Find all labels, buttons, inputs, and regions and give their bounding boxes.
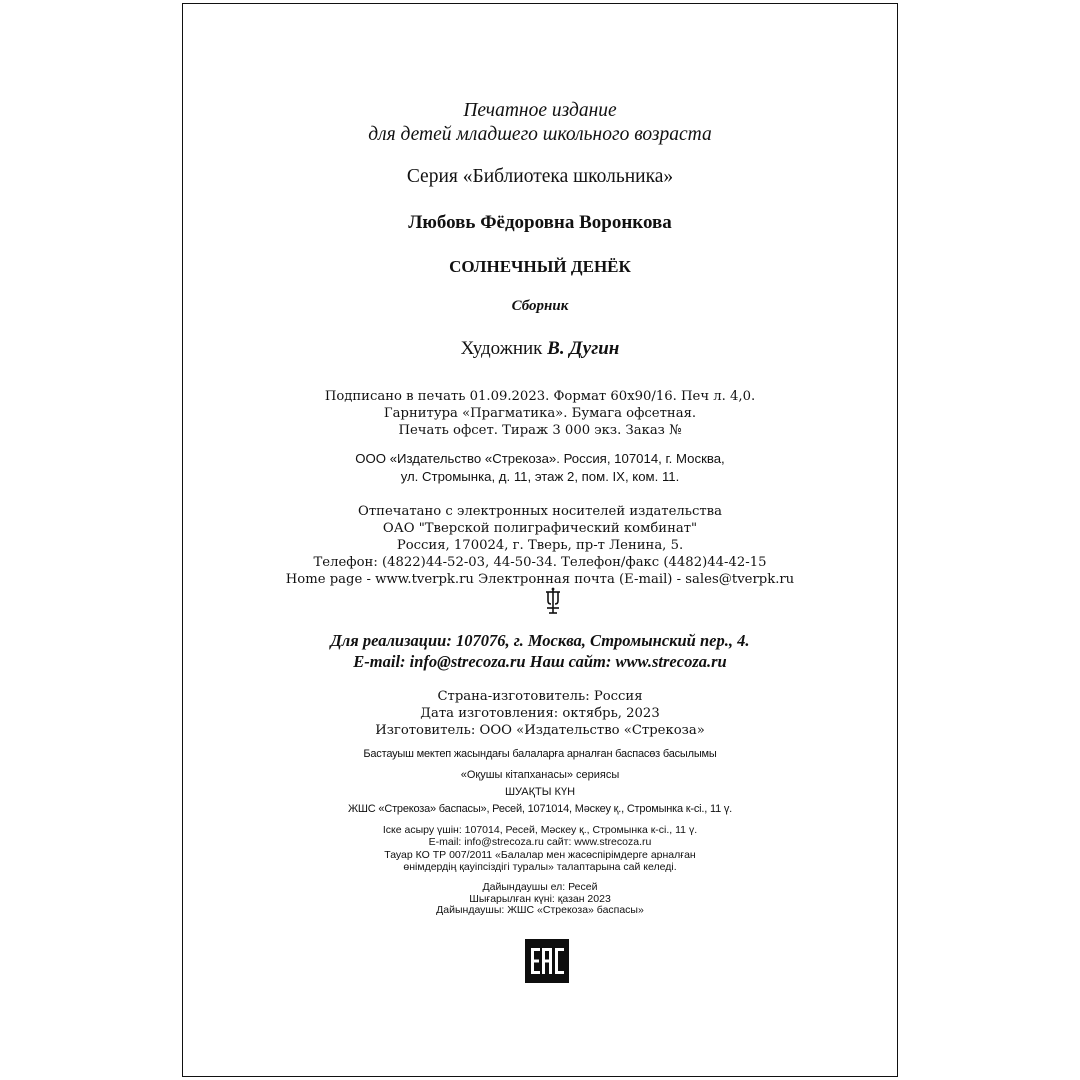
printer-line: ОАО "Тверской полиграфический комбинат" — [382, 521, 698, 536]
kz-manufacture-line: Дайындаушы ел: Ресей — [482, 881, 598, 893]
edition-heading-line-2: для детей младшего школьного возраста — [368, 124, 712, 145]
kz-standard-line: өнімдердің қауіпсіздігі туралы» талаптарына сай келеді. — [403, 860, 677, 873]
imprint-page — [182, 3, 898, 1077]
book-title: СОЛНЕЧНЫЙ ДЕНЁК — [449, 257, 631, 276]
printer-line: Отпечатано с электронных носителей издательства — [358, 504, 722, 519]
printer-line: Телефон: (4822)44-52-03, 44-50-34. Телефон/факс (4482)44-42-15 — [313, 555, 767, 570]
kz-title: ШУАҚТЫ КҮН — [504, 786, 576, 798]
genre-label: Сборник — [511, 298, 569, 314]
publisher-line: ООО «Издательство «Стрекоза». Россия, 107014, г. Москва, — [355, 451, 725, 466]
series-line: Серия «Библиотека школьника» — [406, 166, 674, 187]
printer-line: Home page - www.tverpk.ru Электронная почта (E-mail) - sales@tverpk.ru — [285, 572, 795, 587]
author-name: Любовь Фёдоровна Воронкова — [408, 212, 672, 233]
print-info-line: Гарнитура «Прагматика». Бумага офсетная. — [383, 406, 697, 421]
publisher-line: ул. Стромынка, д. 11, этаж 2, пом. IX, ком. 11. — [400, 469, 680, 484]
kz-realization-line: Іске асыру үшін: 107014, Ресей, Мәскеу қ., Стромынка к-сі., 11 ү. — [382, 824, 698, 836]
kz-manufacture-block — [183, 882, 897, 917]
printer-block — [183, 503, 897, 588]
illustrator-label: Художник — [460, 338, 543, 359]
edition-heading-line-1: Печатное издание — [463, 100, 617, 121]
manufacture-block — [183, 688, 897, 739]
print-info-line: Печать офсет. Тираж 3 000 экз. Заказ № — [398, 423, 682, 438]
manufacture-line: Изготовитель: ООО «Издательство «Стрекоза» — [375, 723, 705, 738]
kz-realization-line: E-mail: info@strecoza.ru сайт: www.strecoza.ru — [428, 836, 652, 848]
manufacture-line: Страна-изготовитель: Россия — [437, 689, 643, 704]
manufacture-line: Дата изготовления: октябрь, 2023 — [420, 706, 660, 721]
printer-line: Россия, 170024, г. Тверь, пр-т Ленина, 5. — [396, 538, 684, 553]
illustrator-name: В. Дугин — [547, 338, 620, 359]
kz-standard-line: Тауар КО ТР 007/2011 «Балалар мен жасөспірімдерге арналған — [384, 849, 696, 861]
kz-manufacture-line: Шығарылған күні: қазан 2023 — [469, 892, 611, 905]
eac-mark-icon — [525, 939, 569, 983]
sales-line: E-mail: info@strecoza.ru Наш сайт: www.strecoza.ru — [353, 652, 727, 671]
illustrator-line — [183, 338, 897, 360]
kz-manufacture-line: Дайындаушы: ЖШС «Стрекоза» баспасы» — [436, 904, 644, 916]
edition-heading — [183, 99, 897, 147]
print-info-block — [183, 388, 897, 439]
print-info-line: Подписано в печать 01.09.2023. Формат 60х90/16. Печ л. 4,0. — [324, 389, 756, 404]
kz-realization-block — [183, 824, 897, 848]
kz-publisher: ЖШС «Стрекоза» баспасы», Ресей, 1071014, Мәскеу қ., Стромынка к-сі., 11 ү. — [347, 803, 733, 815]
kz-series: «Оқушы кітапханасы» сериясы — [460, 769, 620, 781]
sales-line: Для реализации: 107076, г. Москва, Стромынский пер., 4. — [330, 631, 750, 650]
publisher-block — [183, 450, 897, 486]
printer-monogram-icon — [538, 586, 568, 616]
kz-edition: Бастауыш мектеп жасындағы балаларға арналған баспасөз басылымы — [363, 748, 717, 760]
sales-block — [183, 630, 897, 672]
kz-standard-block — [183, 850, 897, 873]
